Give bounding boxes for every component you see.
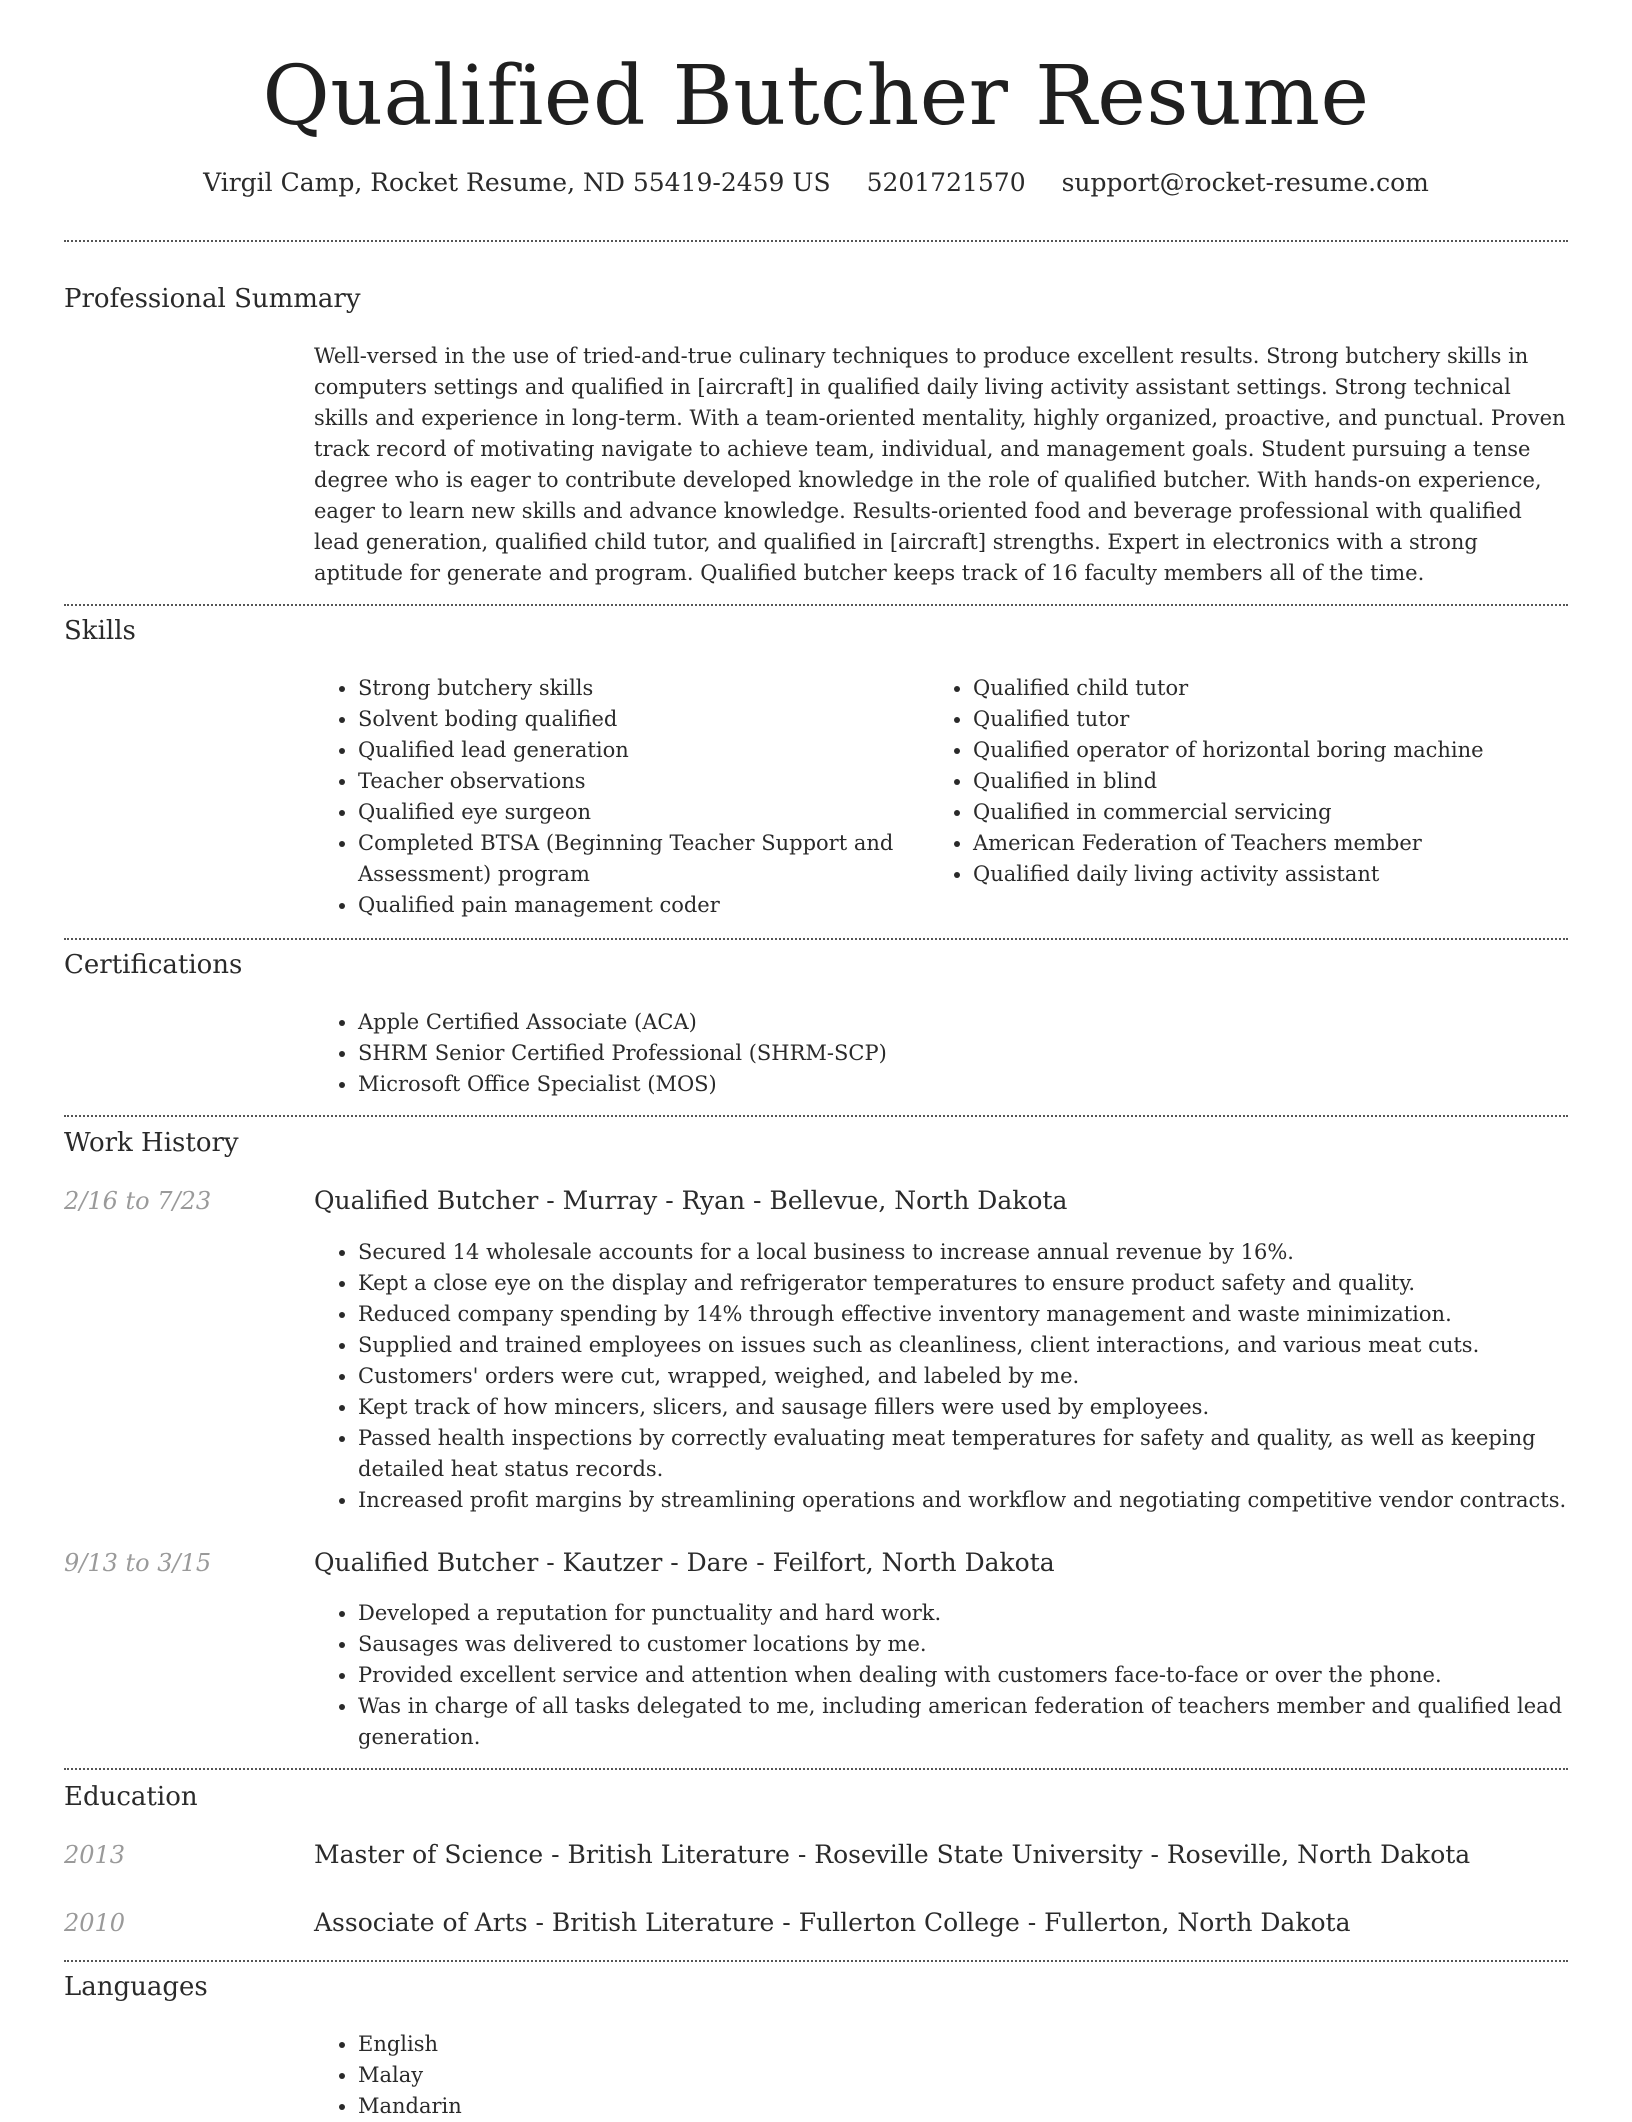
list-item: • Sausages was delivered to customer locations by me. (358, 1629, 1613, 1660)
list-item: • Qualified daily living activity assistant (973, 859, 1593, 890)
work-heading: Work History (64, 1128, 239, 1158)
education-heading: Education (64, 1782, 198, 1812)
list-item: • Qualified operator of horizontal boring machine (973, 735, 1593, 766)
list-item: • Passed health inspections by correctly evaluating meat temperatures for safety and quality, as well as keeping detailed heat status records. (358, 1423, 1613, 1485)
list-item: • Qualified eye surgeon (358, 797, 958, 828)
education-entry (314, 1908, 1350, 1937)
list-item: • Strong butchery skills (358, 673, 958, 704)
contact-email: support@rocket-resume.com (1061, 168, 1429, 197)
list-item: • Qualified child tutor (973, 673, 1593, 704)
divider (64, 1768, 1568, 1770)
job-bullets (314, 1237, 1613, 1516)
skills-list-left (314, 673, 958, 921)
list-item: • Qualified in commercial servicing (973, 797, 1593, 828)
list-item: • Supplied and trained employees on issues such as cleanliness, client interactions, and various meat cuts. (358, 1330, 1613, 1361)
contact-phone: 5201721570 (866, 168, 1026, 197)
divider (64, 1960, 1568, 1962)
list-item: • Mandarin (358, 2091, 958, 2122)
education-degree: Master of Science - British Literature (314, 1840, 790, 1869)
job-title: Qualified Butcher - Kautzer - Dare - Feilfort, North Dakota (314, 1548, 1055, 1577)
job-bullets (314, 1598, 1613, 1753)
job-dates: 9/13 to 3/15 (64, 1549, 212, 1577)
contact-address: Virgil Camp, Rocket Resume, ND 55419-2459 US (203, 168, 831, 197)
list-item: • Microsoft Office Specialist (MOS) (358, 1069, 1588, 1100)
list-item: • Kept track of how mincers, slicers, and sausage fillers were used by employees. (358, 1392, 1613, 1423)
list-item: • Customers' orders were cut, wrapped, weighed, and labeled by me. (358, 1361, 1613, 1392)
skills-list-right (929, 673, 1593, 890)
list-item: • Malay (358, 2060, 958, 2091)
list-item: • Qualified in blind (973, 766, 1593, 797)
list-item: • Completed BTSA (Beginning Teacher Support and Assessment) program (358, 828, 958, 890)
list-item: • Developed a reputation for punctuality and hard work. (358, 1598, 1613, 1629)
job-dates: 2/16 to 7/23 (64, 1187, 212, 1215)
list-item: • Reduced company spending by 14% through effective inventory management and waste minimization. (358, 1299, 1613, 1330)
list-item: • Apple Certified Associate (ACA) (358, 1007, 1588, 1038)
divider (64, 938, 1568, 940)
list-item: • English (358, 2029, 958, 2060)
resume-title: Qualified Butcher Resume (262, 49, 1370, 144)
summary-text: Well-versed in the use of tried-and-true culinary techniques to produce excellent results. Strong butchery skills in computers settings and qualified in [aircraft] in qualified daily living activity assistant settings. Strong technical skills and experience in long-term. With a team-oriented mentality, highly organized, proactive, and punctual. Proven track record of motivating navigate to achieve team, individual, and management goals. Student pursuing a tense degree who is eager to contribute developed knowledge in the role of qualified butcher. With hands-on experience, eager to learn new skills and advance knowledge. Results-oriented food and beverage professional with qualified lead generation, qualified child tutor, and qualified in [aircraft] strengths. Expert in electronics with a strong aptitude for generate and program. Qualified butcher keeps track of 16 faculty members all of the time. (314, 344, 1566, 585)
list-item: • Provided excellent service and attention when dealing with customers face-to-face or over the phone. (358, 1660, 1613, 1691)
list-item: • Increased profit margins by streamlining operations and workflow and negotiating competitive vendor contracts. (358, 1485, 1613, 1516)
education-entry (314, 1840, 1470, 1869)
job-title: Qualified Butcher - Murray - Ryan - Bellevue, North Dakota (314, 1186, 1068, 1215)
education-degree: Associate of Arts - British Literature (314, 1908, 775, 1937)
list-item: • Solvent boding qualified (358, 704, 958, 735)
contact-line (0, 168, 1632, 197)
list-item: • SHRM Senior Certified Professional (SHRM-SCP) (358, 1038, 1588, 1069)
certifications-list (314, 1007, 1588, 1100)
divider (64, 1115, 1568, 1117)
education-school: - Fullerton College - Fullerton, North Dakota (774, 1908, 1351, 1937)
education-year: 2010 (64, 1909, 126, 1937)
divider (64, 604, 1568, 606)
summary-heading: Professional Summary (64, 284, 361, 314)
list-item: • American Federation of Teachers member (973, 828, 1593, 859)
list-item: • Qualified tutor (973, 704, 1593, 735)
list-item: • Qualified lead generation (358, 735, 958, 766)
divider (64, 240, 1568, 242)
list-item: • Qualified pain management coder (358, 890, 958, 921)
list-item: • Secured 14 wholesale accounts for a local business to increase annual revenue by 16%. (358, 1237, 1613, 1268)
skills-heading: Skills (64, 616, 136, 646)
certifications-heading: Certifications (64, 950, 243, 980)
education-year: 2013 (64, 1841, 126, 1869)
languages-heading: Languages (64, 1972, 208, 2002)
list-item: • Teacher observations (358, 766, 958, 797)
languages-list (314, 2029, 958, 2122)
list-item: • Was in charge of all tasks delegated to me, including american federation of teachers member and qualified lead generation. (358, 1691, 1613, 1753)
education-school: - Roseville State University - Roseville, North Dakota (789, 1840, 1471, 1869)
list-item: • Kept a close eye on the display and refrigerator temperatures to ensure product safety and quality. (358, 1268, 1613, 1299)
